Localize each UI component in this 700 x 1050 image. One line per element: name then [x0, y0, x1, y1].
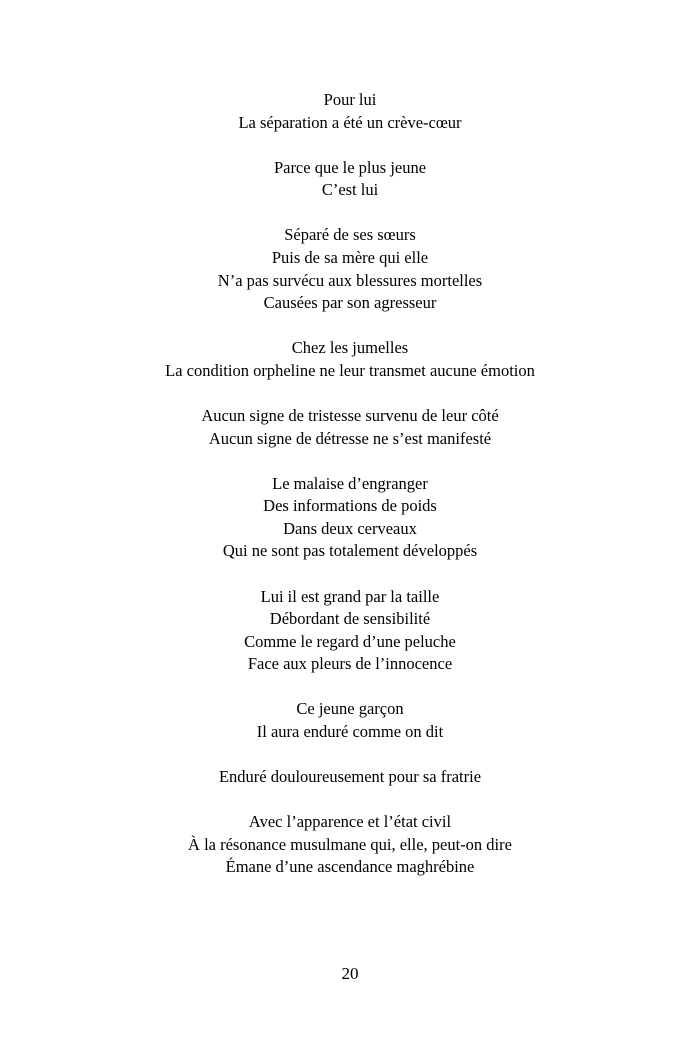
- poem-line: N’a pas survécu aux blessures mortelles: [217, 270, 483, 290]
- poem-line: La séparation a été un crève-cœur: [238, 112, 462, 132]
- poem-line: Qui ne sont pas totalement développés: [222, 541, 478, 561]
- poem-line: Des informations de poids: [263, 496, 437, 516]
- poem-line: Chez les jumelles: [291, 338, 409, 358]
- poem-line: La condition orpheline ne leur transmet aucune émotion: [165, 360, 535, 380]
- poem-line: Aucun signe de détresse ne s’est manifesté: [208, 428, 492, 448]
- poem: [0, 89, 700, 901]
- poem-line: Pour lui: [323, 90, 377, 109]
- stanza: [0, 766, 700, 789]
- poem-line: Aucun signe de tristesse survenu de leur côté: [201, 405, 499, 425]
- poem-line: Émane d’une ascendance maghrébine: [225, 857, 475, 877]
- stanza: [0, 811, 700, 879]
- poem-line: Débordant de sensibilité: [269, 609, 431, 629]
- poem-line: Comme le regard d’une peluche: [244, 631, 456, 651]
- poem-line: Séparé de ses sœurs: [284, 225, 416, 245]
- page-number: 20: [341, 964, 359, 983]
- stanza: [0, 473, 700, 563]
- poem-line: Le malaise d’engranger: [272, 473, 428, 493]
- stanza: [0, 157, 700, 202]
- stanza: [0, 698, 700, 743]
- poem-line: Parce que le plus jeune: [273, 157, 427, 177]
- stanza: [0, 337, 700, 382]
- poem-line: Causées par son agresseur: [263, 293, 437, 313]
- stanza: [0, 586, 700, 676]
- poem-line: Dans deux cerveaux: [283, 518, 417, 538]
- poem-line: Puis de sa mère qui elle: [271, 247, 429, 267]
- poem-line: À la résonance musulmane qui, elle, peut-on dire: [188, 834, 512, 854]
- poem-line: Il aura enduré comme on dit: [256, 721, 444, 741]
- poem-line: Enduré douloureusement pour sa fratrie: [218, 767, 482, 787]
- stanza: [0, 89, 700, 134]
- stanza: [0, 224, 700, 314]
- poem-line: Lui il est grand par la taille: [260, 586, 440, 606]
- poem-line: Ce jeune garçon: [296, 699, 404, 719]
- stanza: [0, 405, 700, 450]
- poem-line: C’est lui: [321, 180, 379, 200]
- poem-line: Face aux pleurs de l’innocence: [247, 654, 453, 674]
- poem-line: Avec l’apparence et l’état civil: [248, 812, 452, 832]
